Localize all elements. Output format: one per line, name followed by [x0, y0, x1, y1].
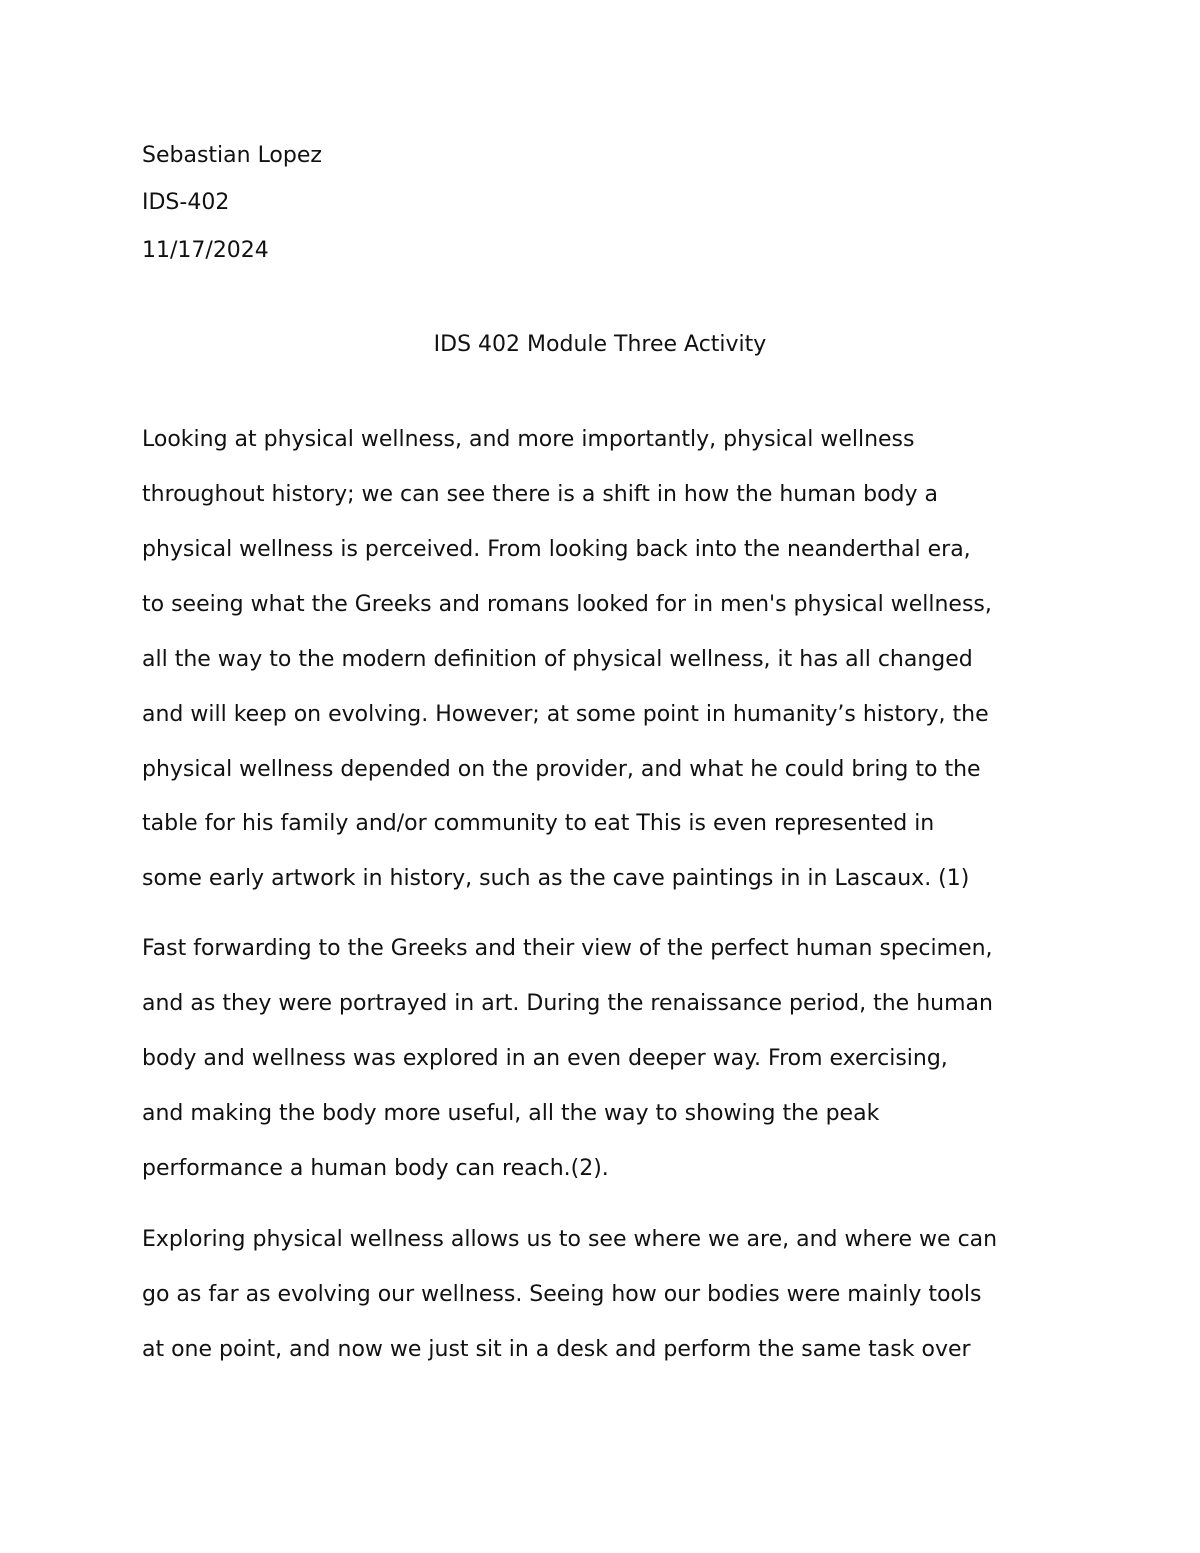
paragraph-line: Fast forwarding to the Greeks and their view of the perfect human specimen, [142, 936, 993, 961]
paragraph-line: physical wellness is perceived. From looking back into the neanderthal era, [142, 537, 971, 562]
paragraph-line: and making the body more useful, all the way to showing the peak [142, 1101, 880, 1126]
paragraph-line: all the way to the modern definition of physical wellness, it has all changed [142, 647, 973, 672]
paragraph-line: go as far as evolving our wellness. Seeing how our bodies were mainly tools [142, 1282, 982, 1307]
paragraph-line: throughout history; we can see there is a shift in how the human body a [142, 482, 938, 507]
author-name: Sebastian Lopez [142, 143, 322, 168]
paragraph-line: physical wellness depended on the provider, and what he could bring to the [142, 757, 981, 782]
paragraph-line: body and wellness was explored in an even deeper way. From exercising, [142, 1046, 948, 1071]
paragraph-line: performance a human body can reach.(2). [142, 1156, 609, 1181]
paragraph-line: Exploring physical wellness allows us to see where we are, and where we can [142, 1227, 998, 1252]
document-title: IDS 402 Module Three Activity [433, 332, 767, 357]
document-date: 11/17/2024 [142, 238, 269, 263]
paragraph-line: at one point, and now we just sit in a desk and perform the same task over [142, 1337, 971, 1362]
paragraph-line: table for his family and/or community to eat This is even represented in [142, 811, 935, 836]
paragraph-line: Looking at physical wellness, and more importantly, physical wellness [142, 427, 915, 452]
paragraph-line: to seeing what the Greeks and romans looked for in men's physical wellness, [142, 592, 992, 617]
course-code: IDS-402 [142, 190, 230, 215]
paragraph-line: and as they were portrayed in art. During the renaissance period, the human [142, 991, 993, 1016]
paragraph-line: and will keep on evolving. However; at some point in humanity’s history, the [142, 702, 989, 727]
paragraph-line: some early artwork in history, such as the cave paintings in in Lascaux. (1) [142, 866, 970, 891]
